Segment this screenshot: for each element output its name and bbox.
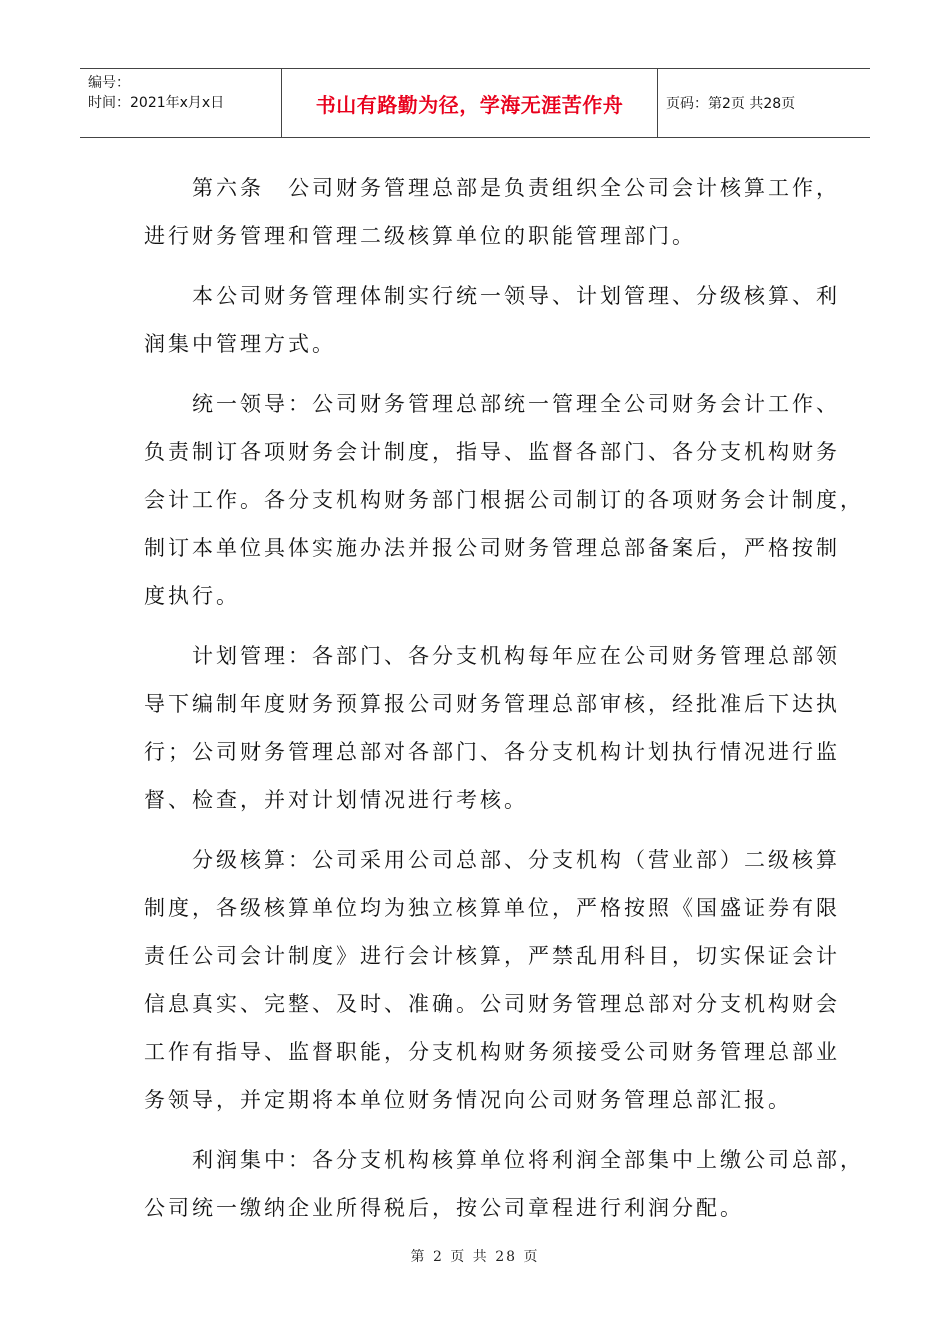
paragraph-line: 第六条 公司财务管理总部是负责组织全公司会计核算工作， bbox=[192, 176, 840, 200]
paragraph-line: 制订本单位具体实施办法并报公司财务管理总部备案后，严格按制 bbox=[144, 536, 840, 560]
page-info-text: 页码：第2页 共28页 bbox=[666, 96, 796, 112]
paragraph bbox=[144, 632, 840, 824]
paragraph bbox=[144, 164, 840, 260]
paragraph-line: 统一领导：公司财务管理总部统一管理全公司财务会计工作、 bbox=[192, 392, 840, 416]
paragraph bbox=[144, 380, 864, 620]
paragraph-line: 负责制订各项财务会计制度，指导、监督各部门、各分支机构财务 bbox=[144, 440, 840, 464]
paragraph-line: 本公司财务管理体制实行统一领导、计划管理、分级核算、利 bbox=[192, 284, 840, 308]
page-footer: 第 2 页 共 28 页 bbox=[410, 1249, 540, 1265]
paragraph-line: 会计工作。各分支机构财务部门根据公司制订的各项财务会计制度， bbox=[144, 488, 864, 512]
time-label: 时间：2021年x月x日 bbox=[88, 95, 225, 111]
paragraph bbox=[144, 836, 840, 1124]
paragraph-line: 行；公司财务管理总部对各部门、各分支机构计划执行情况进行监 bbox=[144, 740, 840, 764]
paragraph-line: 进行财务管理和管理二级核算单位的职能管理部门。 bbox=[144, 224, 696, 248]
header-motto-cell bbox=[282, 69, 658, 137]
paragraph-line: 务领导，并定期将本单位财务情况向公司财务管理总部汇报。 bbox=[144, 1088, 792, 1112]
paragraph bbox=[144, 272, 840, 368]
paragraph-line: 制度，各级核算单位均为独立核算单位，严格按照《国盛证券有限 bbox=[144, 896, 840, 920]
paragraph-line: 分级核算：公司采用公司总部、分支机构（营业部）二级核算 bbox=[192, 848, 840, 872]
paragraph-line: 工作有指导、监督职能，分支机构财务须接受公司财务管理总部业 bbox=[144, 1040, 840, 1064]
paragraph-line: 度执行。 bbox=[144, 584, 240, 608]
paragraph-line: 公司统一缴纳企业所得税后，按公司章程进行利润分配。 bbox=[144, 1196, 744, 1220]
paragraph-line: 责任公司会计制度》进行会计核算，严禁乱用科目，切实保证会计 bbox=[144, 944, 840, 968]
paragraph-line: 信息真实、完整、及时、准确。公司财务管理总部对分支机构财会 bbox=[144, 992, 840, 1016]
paragraph-line: 计划管理：各部门、各分支机构每年应在公司财务管理总部领 bbox=[192, 644, 840, 668]
document-body bbox=[144, 164, 864, 1244]
number-label: 编号： bbox=[88, 75, 130, 91]
paragraph bbox=[144, 1136, 864, 1232]
paragraph-line: 督、检查，并对计划情况进行考核。 bbox=[144, 788, 528, 812]
header-page-info bbox=[658, 69, 870, 137]
paragraph-line: 利润集中：各分支机构核算单位将利润全部集中上缴公司总部， bbox=[192, 1148, 864, 1172]
paragraph-line: 导下编制年度财务预算报公司财务管理总部审核，经批准后下达执 bbox=[144, 692, 840, 716]
header-meta bbox=[80, 69, 282, 137]
motto-text: 书山有路勤为径，学海无涯苦作舟 bbox=[315, 92, 624, 117]
page-header bbox=[80, 68, 870, 138]
paragraph-line: 润集中管理方式。 bbox=[144, 332, 336, 356]
